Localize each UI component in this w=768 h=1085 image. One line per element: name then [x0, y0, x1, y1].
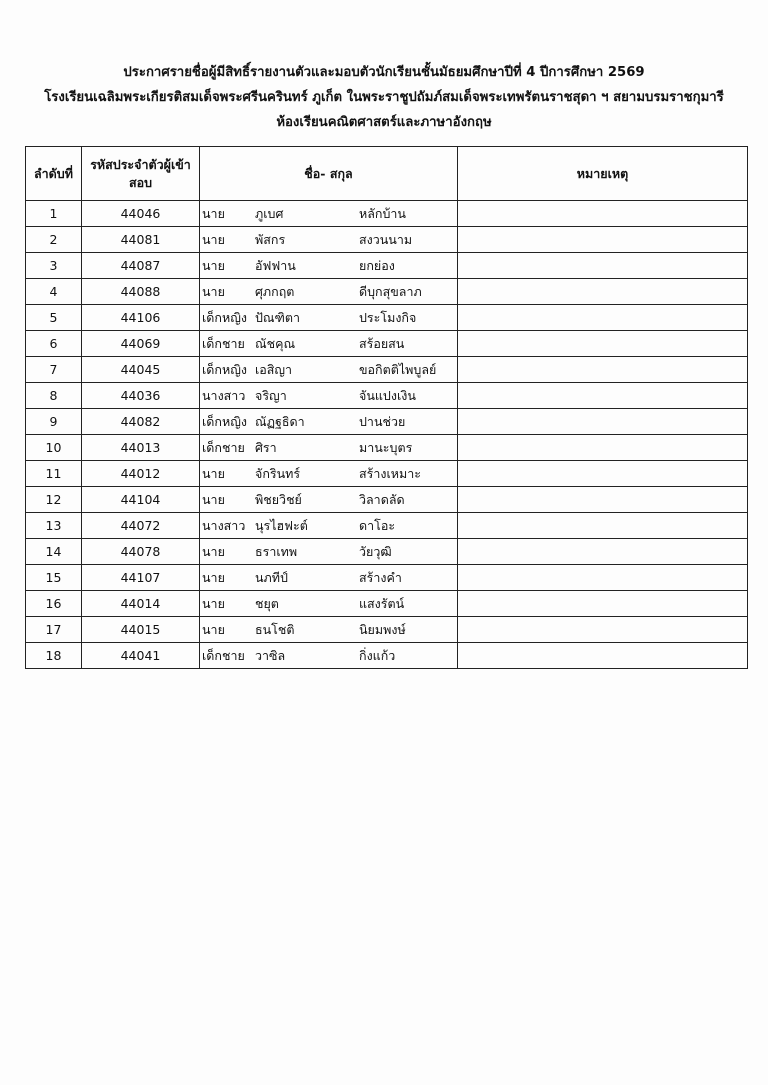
row-number-cell: 2: [26, 227, 82, 253]
name-prefix: นาย: [202, 257, 225, 273]
first-name: นภทีป์: [255, 569, 288, 585]
table-row: [26, 565, 748, 591]
table-row: [26, 513, 748, 539]
row-number-cell: 12: [26, 487, 82, 513]
last-name: ดีบุกสุขลาภ: [359, 283, 422, 299]
table-header-row: [26, 147, 748, 201]
school-name: โรงเรียนเฉลิมพระเกียรติสมเด็จพระศรีนครินทร์ ภูเก็ต ในพระราชูปถัมภ์สมเด็จพระเทพรัตนราชสุดา ฯ สยามบรมราชกุมารี: [44, 90, 724, 105]
table-row: [26, 383, 748, 409]
full-name-cell: [200, 591, 458, 617]
table-row: [26, 539, 748, 565]
name-prefix: นางสาว: [202, 387, 246, 403]
table-row: [26, 409, 748, 435]
remark-cell: [458, 331, 748, 357]
name-prefix: เด็กชาย: [202, 439, 245, 455]
last-name: ขอกิตติไพบูลย์: [359, 361, 437, 377]
name-prefix: นาย: [202, 621, 225, 637]
full-name-cell: [200, 643, 458, 669]
full-name-cell: [200, 279, 458, 305]
last-name: มานะบุตร: [359, 439, 413, 455]
table-row: [26, 461, 748, 487]
name-prefix: นางสาว: [202, 517, 246, 533]
row-number-cell: 6: [26, 331, 82, 357]
full-name-cell: [200, 357, 458, 383]
column-header-remark: หมายเหตุ: [458, 147, 748, 201]
full-name-cell: [200, 435, 458, 461]
last-name: หลักบ้าน: [359, 205, 406, 221]
first-name: ณัฏฐธิดา: [255, 413, 305, 429]
column-header-name: ชื่อ- สกุล: [200, 147, 458, 201]
exam-code-cell: 44045: [82, 357, 200, 383]
table-body: [26, 201, 748, 669]
row-number-cell: 15: [26, 565, 82, 591]
first-name: ศิรา: [255, 439, 277, 455]
full-name-cell: [200, 461, 458, 487]
row-number-cell: 1: [26, 201, 82, 227]
student-roster-table: [25, 146, 748, 669]
remark-cell: [458, 201, 748, 227]
row-number-cell: 14: [26, 539, 82, 565]
first-name: จักรินทร์: [255, 465, 301, 481]
table-row: [26, 487, 748, 513]
name-prefix: เด็กหญิง: [202, 413, 247, 429]
name-prefix: นาย: [202, 205, 225, 221]
full-name-cell: [200, 331, 458, 357]
exam-code-cell: 44012: [82, 461, 200, 487]
last-name: นิยมพงษ์: [359, 621, 406, 637]
exam-code-cell: 44014: [82, 591, 200, 617]
remark-cell: [458, 539, 748, 565]
exam-code-cell: 44046: [82, 201, 200, 227]
remark-cell: [458, 383, 748, 409]
exam-code-cell: 44015: [82, 617, 200, 643]
remark-cell: [458, 461, 748, 487]
exam-code-cell: 44088: [82, 279, 200, 305]
full-name-cell: [200, 305, 458, 331]
exam-code-cell: 44082: [82, 409, 200, 435]
last-name: สร้อยสน: [359, 335, 405, 351]
last-name: จันแปงเงิน: [359, 387, 416, 403]
table-row: [26, 305, 748, 331]
first-name: ณัชคุณ: [255, 335, 296, 351]
first-name: เอสิญา: [255, 361, 293, 377]
first-name: ธนโชติ: [255, 621, 295, 637]
table-row: [26, 253, 748, 279]
remark-cell: [458, 279, 748, 305]
announcement-title: ประกาศรายชื่อผู้มีสิทธิ์รายงานตัวและมอบตัวนักเรียนชั้นมัธยมศึกษาปีที่ 4 ปีการศึกษา 2569: [123, 65, 645, 80]
row-number-cell: 4: [26, 279, 82, 305]
row-number-cell: 16: [26, 591, 82, 617]
last-name: วิลาดลัด: [359, 491, 405, 507]
row-number-cell: 7: [26, 357, 82, 383]
name-prefix: นาย: [202, 491, 225, 507]
first-name: พัสกร: [255, 231, 286, 247]
exam-code-cell: 44069: [82, 331, 200, 357]
name-prefix: นาย: [202, 543, 225, 559]
remark-cell: [458, 253, 748, 279]
last-name: ประโมงกิจ: [359, 309, 417, 325]
name-prefix: นาย: [202, 465, 225, 481]
first-name: ธราเทพ: [255, 543, 298, 559]
exam-code-cell: 44104: [82, 487, 200, 513]
exam-code-cell: 44036: [82, 383, 200, 409]
table-row: [26, 617, 748, 643]
announcement-header: [0, 60, 768, 135]
remark-cell: [458, 227, 748, 253]
row-number-cell: 10: [26, 435, 82, 461]
exam-code-cell: 44041: [82, 643, 200, 669]
table-row: [26, 331, 748, 357]
name-prefix: เด็กชาย: [202, 647, 245, 663]
last-name: ปานช่วย: [359, 413, 406, 429]
last-name: ดาโอะ: [359, 517, 396, 533]
exam-code-cell: 44078: [82, 539, 200, 565]
name-prefix: นาย: [202, 595, 225, 611]
full-name-cell: [200, 409, 458, 435]
row-number-cell: 13: [26, 513, 82, 539]
full-name-cell: [200, 487, 458, 513]
first-name: ภูเบศ: [255, 205, 284, 221]
full-name-cell: [200, 565, 458, 591]
last-name: วัยวุฒิ: [359, 543, 392, 559]
first-name: อัฟฟาน: [255, 257, 296, 273]
last-name: สงวนนาม: [359, 231, 413, 247]
full-name-cell: [200, 539, 458, 565]
full-name-cell: [200, 201, 458, 227]
full-name-cell: [200, 227, 458, 253]
program-name: ห้องเรียนคณิตศาสตร์และภาษาอังกฤษ: [276, 115, 492, 130]
name-prefix: นาย: [202, 283, 225, 299]
first-name: ปัณฑิตา: [255, 309, 301, 325]
row-number-cell: 8: [26, 383, 82, 409]
first-name: นุรไฮฟะต์: [255, 517, 308, 533]
table-row: [26, 435, 748, 461]
remark-cell: [458, 487, 748, 513]
row-number-cell: 11: [26, 461, 82, 487]
last-name: สร้างคำ: [359, 569, 402, 585]
row-number-cell: 5: [26, 305, 82, 331]
full-name-cell: [200, 513, 458, 539]
table-row: [26, 643, 748, 669]
last-name: สร้างเหมาะ: [359, 465, 421, 481]
first-name: ศุภกฤต: [255, 283, 295, 299]
row-number-cell: 3: [26, 253, 82, 279]
exam-code-cell: 44087: [82, 253, 200, 279]
remark-cell: [458, 435, 748, 461]
name-prefix: เด็กหญิง: [202, 361, 247, 377]
name-prefix: นาย: [202, 231, 225, 247]
full-name-cell: [200, 383, 458, 409]
name-prefix: เด็กหญิง: [202, 309, 247, 325]
name-prefix: นาย: [202, 569, 225, 585]
row-number-cell: 9: [26, 409, 82, 435]
first-name: วาซิล: [255, 647, 286, 663]
remark-cell: [458, 565, 748, 591]
column-header-order: ลำดับที่: [26, 147, 82, 201]
full-name-cell: [200, 253, 458, 279]
remark-cell: [458, 409, 748, 435]
remark-cell: [458, 357, 748, 383]
last-name: แสงรัตน์: [359, 595, 405, 611]
first-name: ชยุต: [255, 595, 279, 611]
exam-code-cell: 44013: [82, 435, 200, 461]
row-number-cell: 18: [26, 643, 82, 669]
last-name: ยกย่อง: [359, 257, 395, 273]
table-row: [26, 201, 748, 227]
remark-cell: [458, 513, 748, 539]
table-row: [26, 279, 748, 305]
first-name: พิชยวิชย์: [255, 491, 302, 507]
full-name-cell: [200, 617, 458, 643]
remark-cell: [458, 591, 748, 617]
table-row: [26, 227, 748, 253]
remark-cell: [458, 643, 748, 669]
exam-code-cell: 44081: [82, 227, 200, 253]
remark-cell: [458, 305, 748, 331]
exam-code-cell: 44107: [82, 565, 200, 591]
remark-cell: [458, 617, 748, 643]
exam-code-cell: 44106: [82, 305, 200, 331]
first-name: จริญา: [255, 387, 287, 403]
last-name: กิ่งแก้ว: [359, 647, 396, 663]
table-row: [26, 591, 748, 617]
column-header-code: รหัสประจำตัวผู้เข้าสอบ: [82, 147, 200, 201]
row-number-cell: 17: [26, 617, 82, 643]
exam-code-cell: 44072: [82, 513, 200, 539]
table-row: [26, 357, 748, 383]
name-prefix: เด็กชาย: [202, 335, 245, 351]
